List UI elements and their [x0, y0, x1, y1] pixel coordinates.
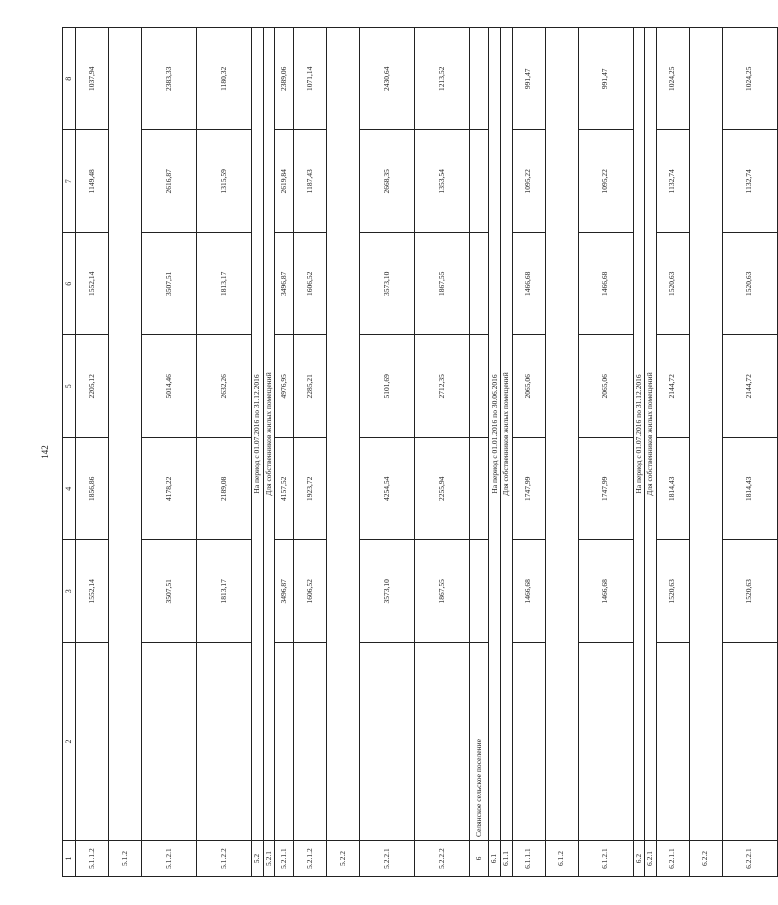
value-cell: 2668,35 — [360, 130, 415, 233]
value-cell: 2205,12 — [76, 335, 109, 438]
row-code: 5.1.2.1 — [142, 841, 197, 877]
value-cell: 1520,63 — [722, 233, 777, 336]
header-cell: 7 — [63, 130, 76, 233]
row-code: 5.1.2 — [109, 841, 142, 877]
value-cell: 1466,68 — [512, 540, 545, 643]
row-description — [142, 643, 197, 841]
value-cell: 1132,74 — [722, 130, 777, 233]
row-description — [722, 643, 777, 841]
row-description — [197, 643, 252, 841]
row-description — [109, 28, 142, 841]
row-code: 6.2.1.1 — [656, 841, 689, 877]
value-cell: 3496,87 — [275, 540, 294, 643]
table-header-row — [63, 28, 76, 877]
value-cell: 1856,86 — [76, 438, 109, 541]
table-row — [645, 28, 657, 877]
value-cell: 1213,52 — [415, 28, 470, 131]
value-cell: 1024,25 — [722, 28, 777, 131]
value-cell: 1867,55 — [415, 540, 470, 643]
value-cell: 3573,10 — [360, 540, 415, 643]
value-cell: 2144,72 — [656, 335, 689, 438]
header-cell: 8 — [63, 28, 76, 131]
value-cell: 1180,32 — [197, 28, 252, 131]
value-cell: 1466,68 — [512, 233, 545, 336]
table-row — [360, 28, 415, 877]
value-cell: 1520,63 — [656, 540, 689, 643]
table-row — [512, 28, 545, 877]
row-code: 6.1.2.1 — [578, 841, 633, 877]
value-cell: 2144,72 — [722, 335, 777, 438]
value-cell: 1867,55 — [415, 233, 470, 336]
value-cell: 1315,59 — [197, 130, 252, 233]
table-row — [689, 28, 722, 877]
value-cell: 4178,22 — [142, 438, 197, 541]
row-code: 5.2.1 — [263, 841, 275, 877]
table-row — [633, 28, 645, 877]
table-row — [489, 28, 501, 877]
row-code: 6.1.1.1 — [512, 841, 545, 877]
value-cell: 1353,54 — [415, 130, 470, 233]
table-row — [415, 28, 470, 877]
period-header — [645, 28, 657, 841]
value-cell: 2383,33 — [142, 28, 197, 131]
value-cell: 2065,06 — [578, 335, 633, 438]
row-description — [415, 643, 470, 841]
value-cell: 1814,43 — [722, 438, 777, 541]
period-header-line: На период с 01.01.2016 по 30.06.2016 — [489, 374, 499, 494]
value-cell: 2616,87 — [142, 130, 197, 233]
row-description — [76, 643, 109, 841]
value-cell: 3573,10 — [360, 233, 415, 336]
table-row — [142, 28, 197, 877]
row-description — [360, 643, 415, 841]
row-code: 5.1.2.2 — [197, 841, 252, 877]
value-cell: 1132,74 — [656, 130, 689, 233]
value-cell: 5101,69 — [360, 335, 415, 438]
row-description — [512, 643, 545, 841]
table-row — [76, 28, 109, 877]
row-description — [275, 643, 294, 841]
value-cell: 1606,52 — [294, 233, 327, 336]
period-header-line: Для собственников жилых помещений — [501, 372, 511, 496]
row-code: 6.1 — [489, 841, 501, 877]
period-header-line: На период с 01.07.2016 по 31.12.2016 — [633, 374, 643, 494]
period-header-line: На период с 01.07.2016 по 31.12.2016 — [252, 374, 262, 494]
table-row — [578, 28, 633, 877]
table-row — [722, 28, 777, 877]
value-cell: 991,47 — [512, 28, 545, 131]
value-cell: 1813,17 — [197, 540, 252, 643]
table-row — [470, 28, 489, 877]
row-code: 6 — [470, 841, 489, 877]
row-code: 6.2 — [633, 841, 645, 877]
value-cell: 1095,22 — [512, 130, 545, 233]
value-cell: 2065,06 — [512, 335, 545, 438]
row-code: 6.1.2 — [545, 841, 578, 877]
row-code: 5.2 — [252, 841, 264, 877]
tariff-table — [62, 27, 778, 877]
value-cell: 2430,64 — [360, 28, 415, 131]
table-row — [294, 28, 327, 877]
value-cell: 5014,46 — [142, 335, 197, 438]
row-code: 5.2.1.1 — [275, 841, 294, 877]
row-code: 5.1.1.2 — [76, 841, 109, 877]
table-row — [252, 28, 264, 877]
header-cell: 1 — [63, 841, 76, 877]
value-cell: 2712,35 — [415, 335, 470, 438]
value-cell: 2255,94 — [415, 438, 470, 541]
header-cell: 3 — [63, 540, 76, 643]
value-cell: 1024,25 — [656, 28, 689, 131]
value-cell: 3507,51 — [142, 540, 197, 643]
value-cell: 1923,72 — [294, 438, 327, 541]
row-description — [578, 643, 633, 841]
value-cell: 2285,21 — [294, 335, 327, 438]
value-cell: 2619,84 — [275, 130, 294, 233]
period-header — [489, 28, 501, 841]
table-row — [500, 28, 512, 877]
row-description — [327, 28, 360, 841]
row-description — [656, 643, 689, 841]
row-code: 5.2.2 — [327, 841, 360, 877]
value-cell: 1466,68 — [578, 233, 633, 336]
value-cell: 2389,06 — [275, 28, 294, 131]
value-cell: 1466,68 — [578, 540, 633, 643]
header-cell: 4 — [63, 438, 76, 541]
header-cell: 6 — [63, 233, 76, 336]
row-description — [689, 28, 722, 841]
row-code: 6.2.1 — [645, 841, 657, 877]
row-description — [294, 643, 327, 841]
value-cell: 4157,52 — [275, 438, 294, 541]
value-cell: 1095,22 — [578, 130, 633, 233]
period-header — [252, 28, 264, 841]
value-cell: 1520,63 — [656, 233, 689, 336]
row-code: 5.2.2.2 — [415, 841, 470, 877]
header-cell: 2 — [63, 643, 76, 841]
value-cell: 1037,94 — [76, 28, 109, 131]
value-cell: 4254,54 — [360, 438, 415, 541]
row-code: 6.2.2.1 — [722, 841, 777, 877]
table-row — [197, 28, 252, 877]
period-header — [263, 28, 275, 841]
value-cell: 1552,14 — [76, 233, 109, 336]
period-header — [633, 28, 645, 841]
value-cell: 1813,17 — [197, 233, 252, 336]
row-code: 5.2.1.2 — [294, 841, 327, 877]
value-cell: 2189,08 — [197, 438, 252, 541]
value-cell: 4976,95 — [275, 335, 294, 438]
row-code: 5.2.2.1 — [360, 841, 415, 877]
value-cell: 1747,99 — [578, 438, 633, 541]
table-row — [109, 28, 142, 877]
value-cell: 3496,87 — [275, 233, 294, 336]
value-cell: 3507,51 — [142, 233, 197, 336]
value-cell: 1747,99 — [512, 438, 545, 541]
period-header — [500, 28, 512, 841]
table-row — [327, 28, 360, 877]
period-header-line: Для собственников жилых помещений — [263, 372, 273, 496]
row-description — [545, 28, 578, 841]
value-cell: 1187,43 — [294, 130, 327, 233]
row-code: 6.1.1 — [500, 841, 512, 877]
value-cell: 1149,48 — [76, 130, 109, 233]
value-cell: 991,47 — [578, 28, 633, 131]
table-row — [275, 28, 294, 877]
table-row — [545, 28, 578, 877]
table-row — [263, 28, 275, 877]
settlement-title: Селянское сельское поселение — [470, 643, 489, 841]
rotated-sheet — [40, 27, 754, 877]
value-cell: 2632,26 — [197, 335, 252, 438]
period-header-line: Для собственников жилых помещений — [645, 372, 655, 496]
value-cell: 1071,14 — [294, 28, 327, 131]
value-cell: 1520,63 — [722, 540, 777, 643]
table-row — [656, 28, 689, 877]
value-cell: 1814,43 — [656, 438, 689, 541]
value-cell: 1606,52 — [294, 540, 327, 643]
value-cell: 1552,14 — [76, 540, 109, 643]
row-code: 6.2.2 — [689, 841, 722, 877]
header-cell: 5 — [63, 335, 76, 438]
page-number: 142 — [40, 445, 50, 459]
